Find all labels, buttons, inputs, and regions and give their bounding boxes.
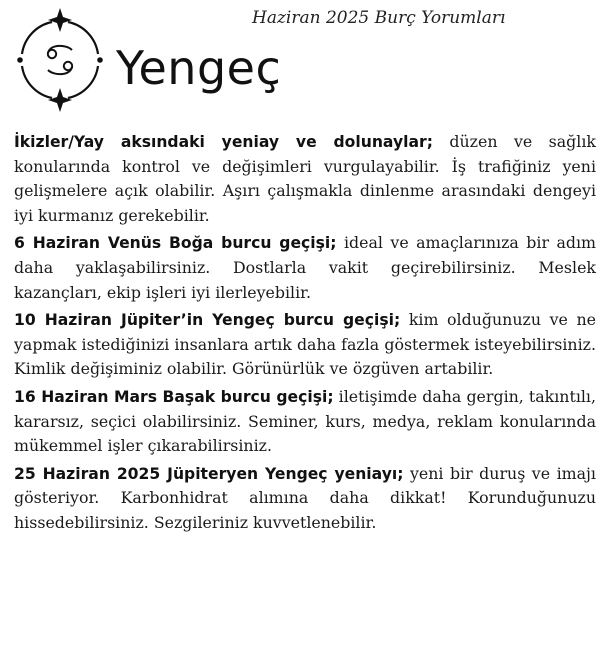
paragraph-lead: 25 Haziran 2025 Jüpiteryen Yengeç yeniayı;: [14, 464, 404, 483]
paragraph-text: ideal ve amaçlarınıza bir adım daha yaklaşabilirsiniz. Dostlarla vakit geçirebilirsiniz. Meslek kazançları, ekip işleri iyi ilerleyebilir.: [14, 233, 597, 302]
paragraph-text: düzen ve sağlık konularında kontrol ve değişimleri vurgulayabilir. İş trafiğiniz yeni gelişmelere açık olabilir. Aşırı çalışmakla dinlenme arasındaki dengeyi iyi kurmanız gerekebilir.: [14, 132, 596, 225]
paragraph-lead: 6 Haziran Venüs Boğa burcu geçişi;: [14, 234, 337, 253]
paragraph-lead: İkizler/Yay aksındaki yeniay ve dolunaylar;: [14, 133, 433, 151]
paragraph-text: kim olduğunuzu ve ne yapmak istediğinizi insanlara artık daha fazla göstermek isteyebilirsiniz. Kimlik değişiminiz olabilir. Görünürlük ve özgüven artabilir.: [14, 310, 596, 379]
horoscope-paragraph: [14, 308, 596, 382]
cancer-zodiac-icon: [10, 8, 110, 112]
page-subtitle: Haziran 2025 Burç Yorumları: [252, 8, 506, 28]
horoscope-paragraph: [14, 385, 596, 459]
horoscope-paragraph: [14, 231, 596, 305]
horoscope-paragraph: [14, 462, 596, 536]
paragraph-lead: 10 Haziran Jüpiter’in Yengeç burcu geçişi;: [14, 311, 401, 330]
page-title: Yengeç: [116, 41, 282, 95]
horoscope-paragraph: [14, 130, 596, 228]
horoscope-body: [14, 130, 596, 539]
page-header: [0, 0, 610, 120]
paragraph-text: iletişimde daha gergin, takıntılı, kararsız, seçici olabilirsiniz. Seminer, kurs, medya, reklam konularında mükemmel işler çıkarabilirsiniz.: [14, 386, 596, 456]
paragraph-lead: 16 Haziran Mars Başak burcu geçişi;: [14, 387, 334, 406]
paragraph-text: yeni bir duruş ve imajı gösteriyor. Karbonhidrat alımına daha dikkat! Korunduğunuzu hissedebilirsiniz. Sezgileriniz kuvvetlenebilir.: [14, 463, 596, 532]
